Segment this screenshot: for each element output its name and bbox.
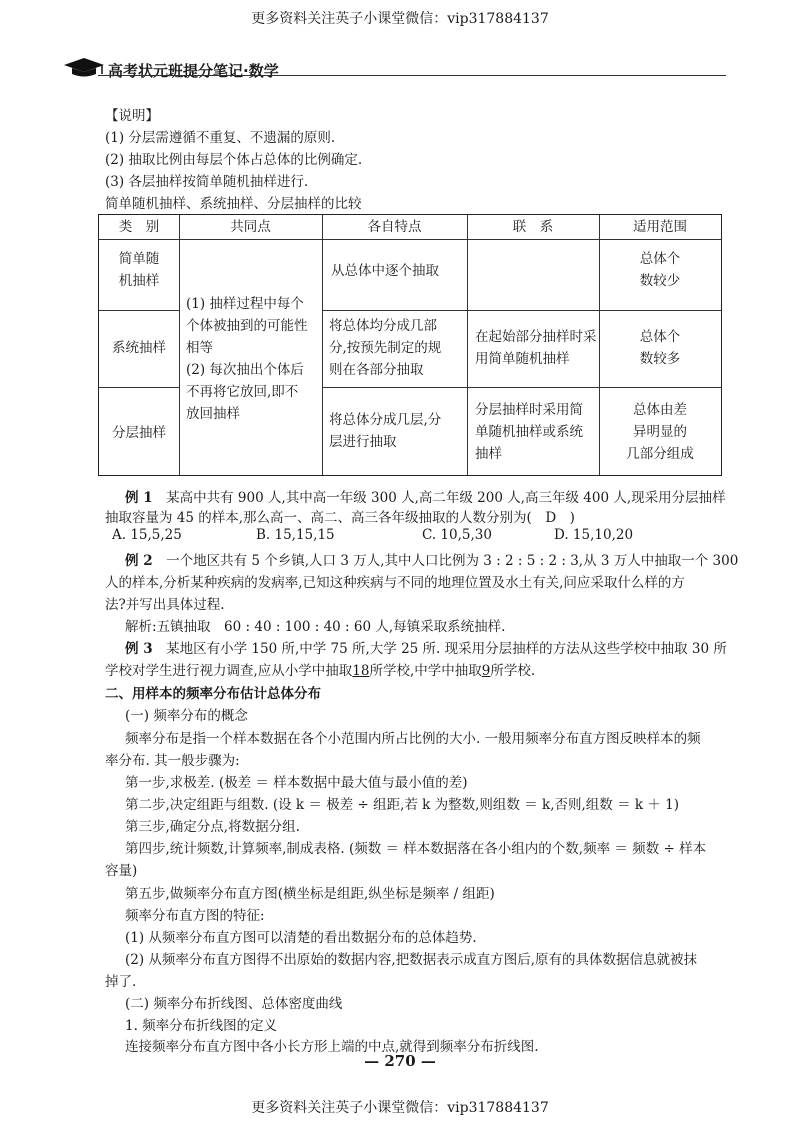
example-text: 学校对学生进行视力调查,应从小学中抽取 xyxy=(105,663,353,679)
table-cell-category: 系统抽样 xyxy=(112,340,166,356)
table-cell-feature: 从总体中逐个抽取 xyxy=(331,263,439,279)
table-cell-common: 放回抽样 xyxy=(186,406,240,422)
note-item: (2) 抽取比例由每层个体占总体的比例确定. xyxy=(105,152,363,168)
table-cell-relation: 用简单随机抽样 xyxy=(475,351,570,367)
step: 第一步,求极差. (极差 ＝ 样本数据中最大值与最小值的差) xyxy=(125,775,468,791)
table-cell-scope: 几部分组成 xyxy=(626,446,694,462)
option-c: C. 10,5,30 xyxy=(422,527,492,543)
example-label: 例 3 xyxy=(125,641,153,657)
table-rule xyxy=(322,215,323,475)
feature-item: 掉了. xyxy=(105,974,137,990)
step: 第四步,统计频数,计算频率,制成表格. (频数 ＝ 样本数据落在各小组内的个数,频率 ＝ 频数 ÷ 样本 xyxy=(125,841,707,857)
step: 第五步,做频率分布直方图(横坐标是组距,纵坐标是频率 / 组距) xyxy=(125,886,495,902)
table-rule xyxy=(467,215,468,475)
subsection-title: (二) 频率分布折线图、总体密度曲线 xyxy=(125,996,343,1012)
feature-item: (2) 从频率分布直方图得不出原始的数据内容,把数据表示成直方图后,原有的具体数据信息就被抹 xyxy=(125,952,697,968)
example-1-line xyxy=(125,486,726,506)
table-cell-common: 个体被抽到的可能性 xyxy=(186,318,308,334)
table-cell-category: 机抽样 xyxy=(118,273,160,289)
table-rule xyxy=(322,387,721,388)
note-item: (3) 各层抽样按简单随机抽样进行. xyxy=(105,174,309,190)
note-item: (1) 分层需遵循不重复、不遗漏的原则. xyxy=(105,130,336,146)
table-cell-category: 简单随 xyxy=(118,251,160,267)
answer-blank: 18 xyxy=(352,663,370,679)
table-cell-common: (2) 每次抽出个体后 xyxy=(186,362,304,378)
table-cell-scope: 数较多 xyxy=(639,351,681,367)
table-cell-relation: 分层抽样时采用简 xyxy=(475,402,583,418)
table-cell-common: (1) 抽样过程中每个 xyxy=(186,296,304,312)
example-2-line3: 法?并写出具体过程. xyxy=(105,597,225,613)
header-rule xyxy=(98,75,726,76)
table-cell-feature: 将总体均分成几部 xyxy=(329,318,437,334)
example-text: 所学校. xyxy=(490,663,536,679)
option-d: D. 15,10,20 xyxy=(554,527,634,543)
subsection-title: (一) 频率分布的概念 xyxy=(125,708,248,724)
table-cell-relation: 抽样 xyxy=(475,446,502,462)
table-cell-relation: 在起始部分抽样时采 xyxy=(475,329,597,345)
example-1-line2: 抽取容量为 45 的样本,那么高一、高二、高三各年级抽取的人数分别为( D ) xyxy=(105,510,575,526)
comparison-table xyxy=(98,214,722,476)
paragraph: 率分布. 其一般步骤为: xyxy=(105,753,240,769)
table-header: 适用范围 xyxy=(633,219,687,235)
features-title: 频率分布直方图的特征: xyxy=(125,908,265,924)
step: 第二步,决定组距与组数. (设 k ＝ 极差 ÷ 组距,若 k 为整数,则组数 ＝ k,否则,组数 ＝ k ＋ 1) xyxy=(125,797,679,813)
table-cell-feature: 则在各部分抽取 xyxy=(329,362,424,378)
table-rule xyxy=(99,310,179,311)
table-cell-common: 相等 xyxy=(186,340,213,356)
definition-title: 1. 频率分布折线图的定义 xyxy=(125,1018,278,1034)
step: 容量) xyxy=(105,863,138,879)
table-rule xyxy=(99,239,721,240)
table-header: 类 别 xyxy=(118,219,160,235)
table-cell-common: 不再将它放回,即不 xyxy=(186,384,299,400)
table-cell-scope: 数较少 xyxy=(639,273,681,289)
table-cell-scope: 异明显的 xyxy=(633,424,687,440)
page-number: — 270 — xyxy=(364,1052,436,1070)
series-title: 高考状元班提分笔记·数学 xyxy=(108,62,279,80)
option-a: A. 15,5,25 xyxy=(112,527,182,543)
example-text: 所学校,中学中抽取 xyxy=(369,663,482,679)
watermark-bottom: 更多资料关注英子小课堂微信：vip317884137 xyxy=(251,1100,549,1116)
table-cell-scope: 总体个 xyxy=(639,329,681,345)
step: 第三步,确定分点,将数据分组. xyxy=(125,819,300,835)
table-header: 共同点 xyxy=(230,219,271,235)
example-2-solution: 解析:五镇抽取 60 : 40 : 100 : 40 : 60 人,每镇采取系统抽样. xyxy=(125,619,506,635)
table-header: 联 系 xyxy=(512,219,554,235)
table-cell-feature: 分,按预先制定的规 xyxy=(329,340,442,356)
example-label: 例 1 xyxy=(125,490,153,506)
example-text: 一个地区共有 5 个乡镇,人口 3 万人,其中人口比例为 3 : 2 : 5 : 2 : 3,从 3 万人中抽取一个 300 xyxy=(166,553,739,569)
example-text: 某高中共有 900 人,其中高一年级 300 人,高二年级 200 人,高三年级 400 人,现采用分层抽样 xyxy=(166,490,726,506)
answer-blank: 9 xyxy=(481,663,491,679)
table-rule xyxy=(99,387,179,388)
table-rule xyxy=(322,310,721,311)
paragraph: 频率分布是指一个样本数据在各个小范围内所占比例的大小. 一般用频率分布直方图反映样本的频 xyxy=(125,731,701,747)
example-2-line2: 人的样本,分析某种疾病的发病率,已知这种疾病与不同的地理位置及水土有关,问应采取什么样的方 xyxy=(105,575,685,591)
example-3-line2 xyxy=(105,659,535,679)
example-text: 某地区有小学 150 所,中学 75 所,大学 25 所. 现采用分层抽样的方法从这些学校中抽取 30 所 xyxy=(166,641,727,657)
example-label: 例 2 xyxy=(125,553,153,569)
table-caption: 简单随机抽样、系统抽样、分层抽样的比较 xyxy=(105,196,362,212)
note-title: 【说明】 xyxy=(105,108,159,124)
definition-text: 连接频率分布直方图中各小长方形上端的中点,就得到频率分布折线图. xyxy=(125,1039,539,1055)
table-header: 各自特点 xyxy=(367,219,422,235)
table-cell-scope: 总体由差 xyxy=(633,402,687,418)
table-cell-category: 分层抽样 xyxy=(112,425,166,441)
table-cell-relation: 单随机抽样或系统 xyxy=(475,424,583,440)
example-3-line xyxy=(125,637,727,657)
table-rule xyxy=(179,215,180,475)
section-title: 二、用样本的频率分布估计总体分布 xyxy=(105,686,321,702)
table-cell-feature: 层进行抽取 xyxy=(329,434,397,450)
example-2-line xyxy=(125,549,738,569)
table-cell-scope: 总体个 xyxy=(639,251,681,267)
watermark-top: 更多资料关注英子小课堂微信：vip317884137 xyxy=(251,11,549,27)
feature-item: (1) 从频率分布直方图可以清楚的看出数据分布的总体趋势. xyxy=(125,930,477,946)
table-cell-feature: 将总体分成几层,分 xyxy=(329,412,442,428)
option-b: B. 15,15,15 xyxy=(256,527,335,543)
